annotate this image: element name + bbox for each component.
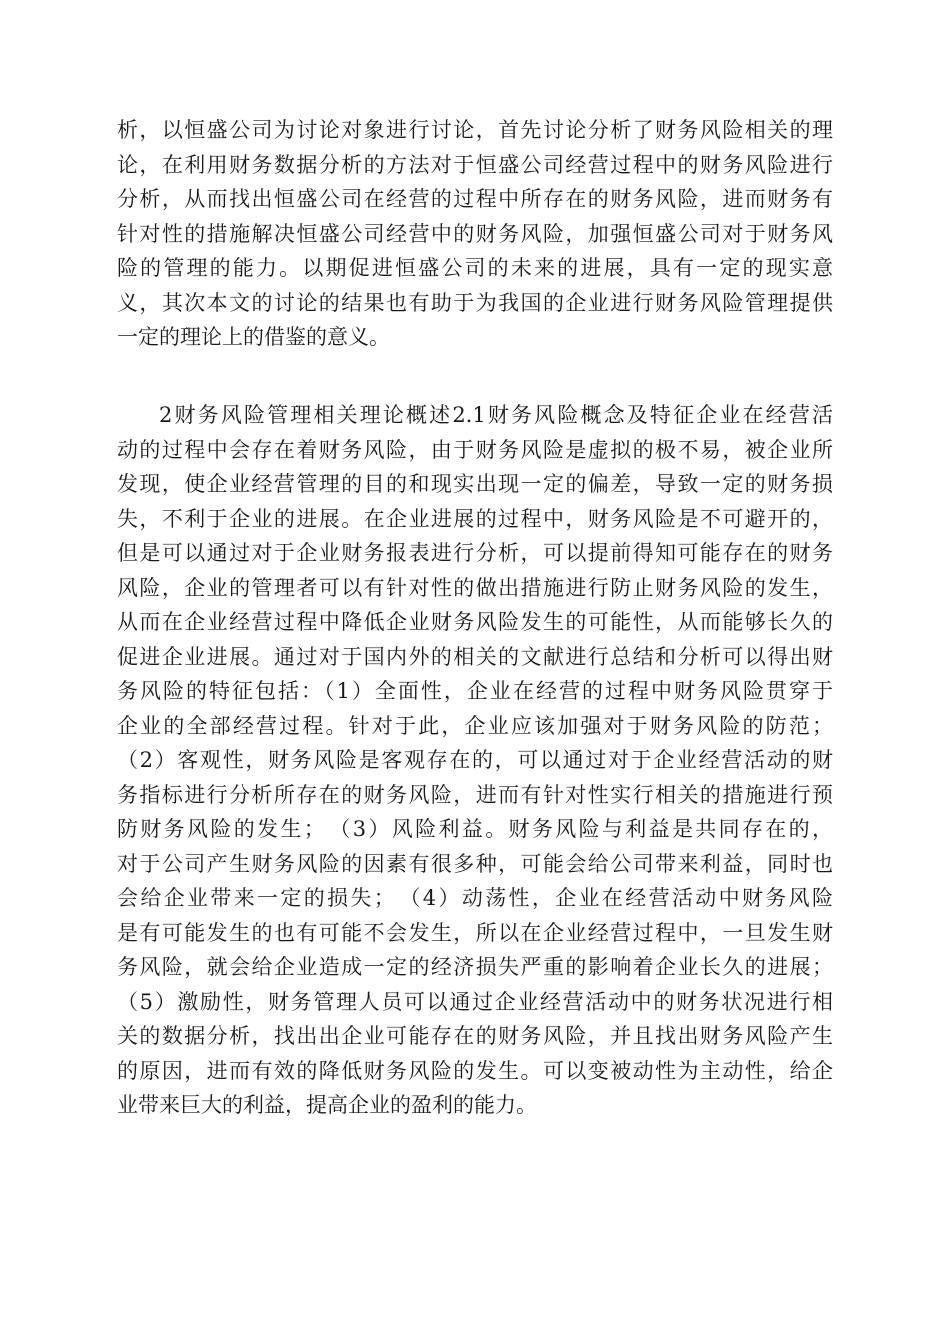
text-line: 但是可以通过对于企业财务报表进行分析，可以提前得知可能存在的财务 (117, 541, 833, 565)
paragraph-1 (117, 113, 833, 355)
text-line: 险的管理的能力。以期促进恒盛公司的未来的进展，具有一定的现实意 (117, 256, 833, 280)
text-line: 企业的全部经营过程。针对于此，企业应该加强对于财务风险的防范； (117, 713, 833, 738)
text-line: 的原因，进而有效的降低财务风险的发生。可以变被动性为主动性，给企 (117, 1058, 833, 1083)
text-line: 促进企业进展。通过对于国内外的相关的文献进行总结和分析可以得出财 (117, 644, 833, 669)
text-line: 发现，使企业经营管理的目的和现实出现一定的偏差，导致一定的财务损 (117, 472, 833, 496)
text-line: 业带来巨大的利益，提高企业的盈利的能力。 (117, 1093, 537, 1117)
text-line: 风险，企业的管理者可以有针对性的做出措施进行防止财务风险的发生， (117, 575, 833, 600)
text-line: 一定的理论上的借鉴的意义。 (117, 325, 390, 349)
text-line: 论，在利用财务数据分析的方法对于恒盛公司经营过程中的财务风险进行 (117, 152, 833, 177)
paragraph-2 (117, 398, 833, 1123)
text-line: 针对性的措施解决恒盛公司经营中的财务风险，加强恒盛公司对于财务风 (117, 221, 833, 246)
text-line: 防财务风险的发生； （3）风险利益。财务风险与利益是共同存在的， (117, 817, 833, 841)
text-line: 对于公司产生财务风险的因素有很多种，可能会给公司带来利益，同时也 (117, 851, 833, 876)
text-line: 是有可能发生的也有可能不会发生，所以在企业经营过程中，一旦发生财 (117, 920, 833, 945)
text-line: 2财务风险管理相关理论概述2.1财务风险概念及特征企业在经营活 (159, 403, 833, 427)
text-line: 务指标进行分析所存在的财务风险，进而有针对性实行相关的措施进行预 (117, 782, 833, 807)
text-line: 务风险的特征包括：（1）全面性，企业在经营的过程中财务风险贯穿于 (117, 679, 833, 703)
text-line: 失，不利于企业的进展。在企业进展的过程中，财务风险是不可避开的， (117, 506, 833, 531)
text-line: 务风险，就会给企业造成一定的经济损失严重的影响着企业长久的进展； (117, 955, 833, 979)
text-line: （5）激励性，财务管理人员可以通过企业经营活动中的财务状况进行相 (117, 989, 833, 1014)
text-line: 从而在企业经营过程中降低企业财务风险发生的可能性，从而能够长久的 (117, 610, 833, 634)
text-line: 分析，从而找出恒盛公司在经营的过程中所存在的财务风险，进而财务有 (117, 187, 833, 211)
text-line: 关的数据分析，找出出企业可能存在的财务风险，并且找出财务风险产生 (117, 1024, 833, 1048)
text-line: 动的过程中会存在着财务风险，由于财务风险是虚拟的极不易，被企业所 (117, 437, 833, 462)
text-line: 会给企业带来一定的损失； （4）动荡性，企业在经营活动中财务风险 (117, 886, 833, 910)
text-line: 义，其次本文的讨论的结果也有助于为我国的企业进行财务风险管理提供 (117, 290, 833, 315)
text-line: （2）客观性，财务风险是客观存在的，可以通过对于企业经营活动的财 (117, 748, 833, 772)
text-line: 析，以恒盛公司为讨论对象进行讨论，首先讨论分析了财务风险相关的理 (117, 118, 833, 142)
